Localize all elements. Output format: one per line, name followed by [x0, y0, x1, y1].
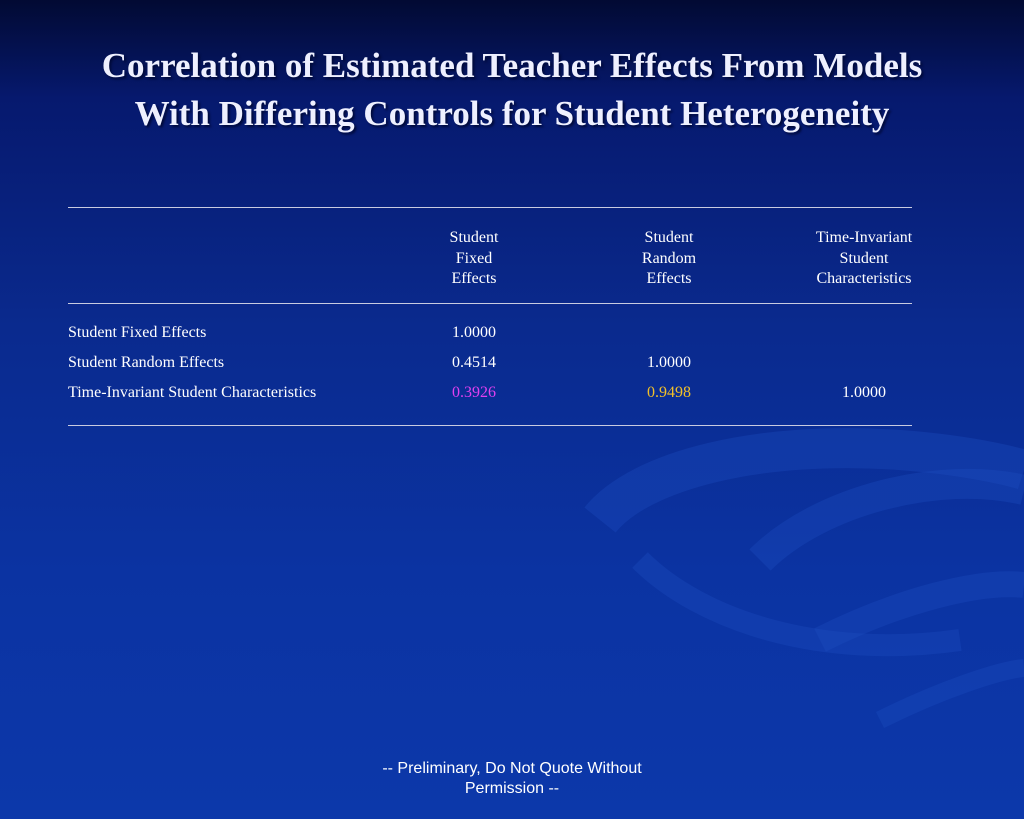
cell-r1-c1: 1.0000: [452, 324, 496, 341]
cell-r3-c3: 1.0000: [842, 384, 886, 401]
column-header-student-random-effects: [589, 228, 749, 290]
column-header-student-fixed-effects: [394, 228, 554, 290]
column-header-time-invariant-characteristics: [784, 228, 944, 290]
column-header-line: Time-Invariant: [815, 229, 913, 246]
row-label-time-invariant-characteristics: Time-Invariant Student Characteristics: [68, 384, 317, 401]
slide-title-line-2: With Differing Controls for Student Heterogeneity: [134, 94, 890, 133]
cell-r3-c2-highlighted: 0.9498: [647, 384, 691, 401]
column-header-line: Effects: [646, 270, 692, 287]
cell-r2-c2: 1.0000: [647, 354, 691, 371]
column-header-line: Random: [641, 249, 697, 267]
footer-line-2: Permission --: [464, 780, 560, 797]
column-header-line: Student: [839, 249, 889, 267]
slide-title: [0, 42, 1024, 138]
column-header-line: Fixed: [455, 249, 493, 267]
row-label-student-fixed-effects: Student Fixed Effects: [68, 324, 207, 341]
cell-r2-c1: 0.4514: [452, 354, 496, 371]
footer-disclaimer: [312, 759, 712, 799]
footer-line-1: -- Preliminary, Do Not Quote Without: [382, 760, 642, 777]
column-header-line: Effects: [451, 270, 497, 287]
table-header-rule: [68, 303, 912, 304]
slide-title-line-1: Correlation of Estimated Teacher Effects From Models: [101, 46, 923, 85]
table-top-rule: [68, 207, 912, 208]
column-header-line: Student: [644, 229, 694, 246]
column-header-line: Characteristics: [816, 270, 912, 287]
table-bottom-rule: [68, 425, 912, 426]
column-header-line: Student: [449, 229, 499, 246]
cell-r3-c1-highlighted: 0.3926: [452, 384, 496, 401]
row-label-student-random-effects: Student Random Effects: [68, 354, 225, 371]
